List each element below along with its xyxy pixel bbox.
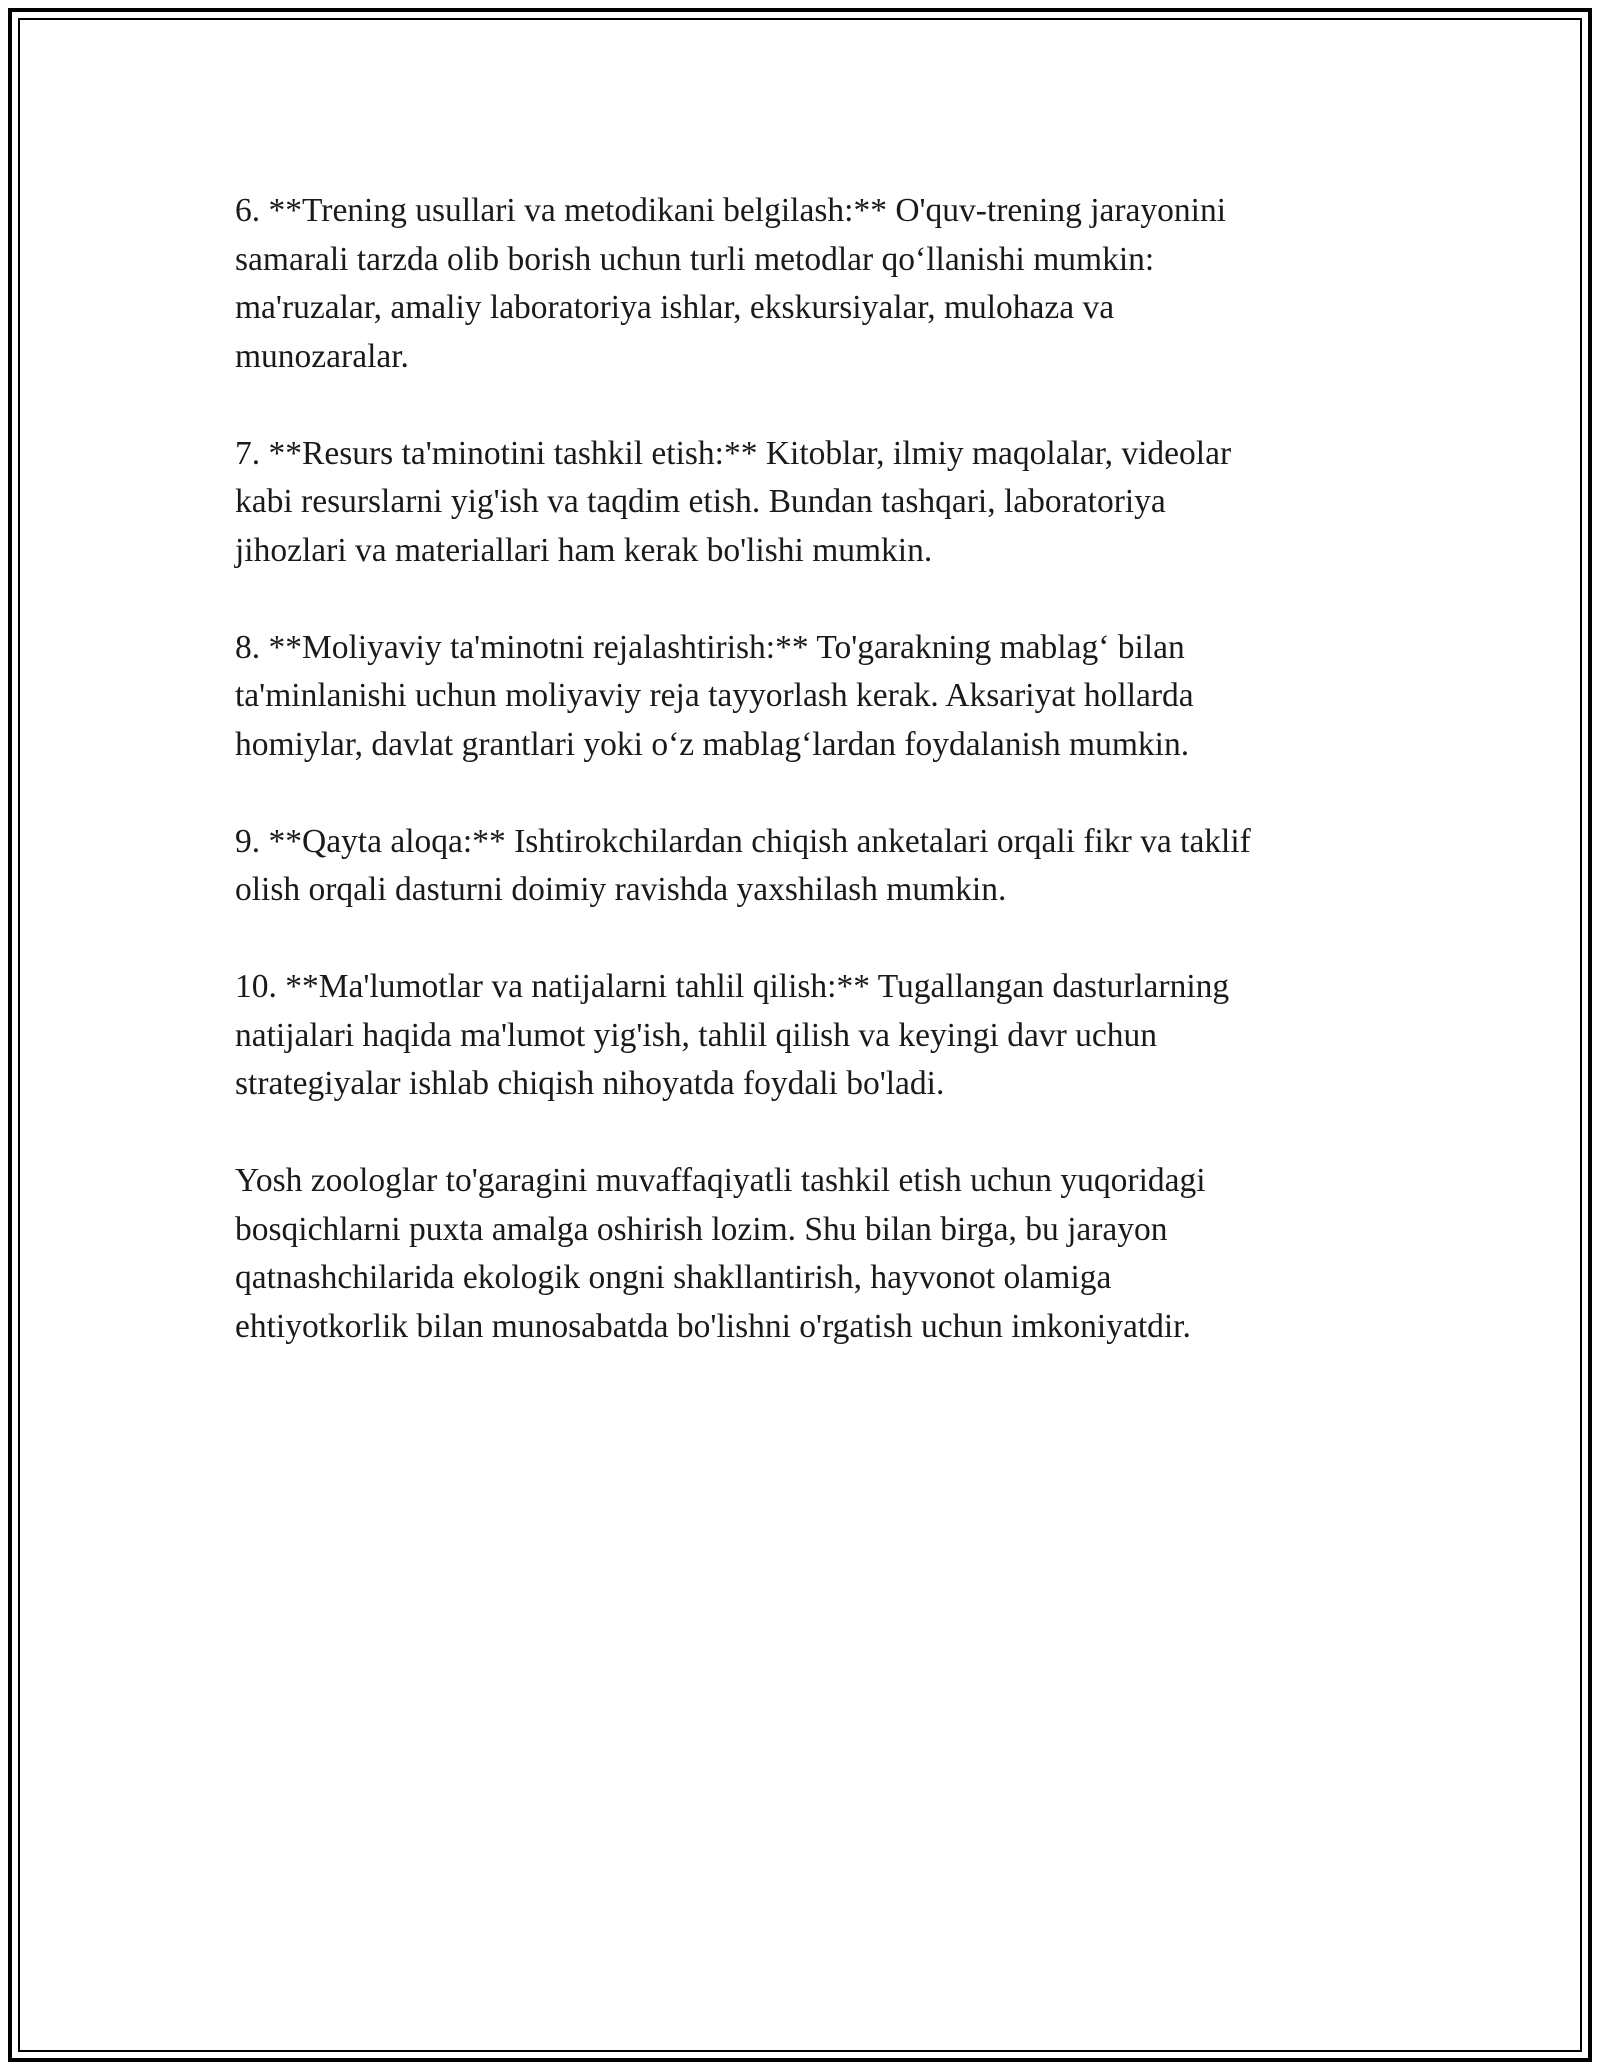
paragraph-item-10: 10. **Ma'lumotlar va natijalarni tahlil qilish:** Tugallangan dasturlarning natijalari haqida ma'lumot yig'ish, tahlil qilish va keyingi davr uchun strategiyalar ishlab chiqish nihoyatda foydali bo'ladi. xyxy=(235,968,1230,1102)
document-body xyxy=(235,187,1360,1351)
paragraph-conclusion: Yosh zoologlar to'garagini muvaffaqiyatli tashkil etish uchun yuqoridagi bosqichlarni puxta amalga oshirish lozim. Shu bilan birga, bu jarayon qatnashchilarida ekologik ongni shakllantirish, hayvonot olamiga ehtiyotkorlik bilan munosabatda bo'lishni o'rgatish uchun imkoniyatdir. xyxy=(235,1162,1206,1345)
paragraph-item-8: 8. **Moliyaviy ta'minotni rejalashtirish:** To'garakning mablag‘ bilan ta'minlanishi uchun moliyaviy reja tayyorlash kerak. Aksariyat hollarda homiylar, davlat grantlari yoki o‘z mablag‘lardan foydalanish mumkin. xyxy=(235,628,1194,763)
paragraph-item-6: 6. **Trening usullari va metodikani belgilash:** O'quv-trening jarayonini samarali tarzda olib borish uchun turli metodlar qo‘llanishi mumkin: ma'ruzalar, amaliy laboratoriya ishlar, ekskursiyalar, mulohaza va munozaralar. xyxy=(235,192,1227,375)
paragraph-item-7: 7. **Resurs ta'minotini tashkil etish:** Kitoblar, ilmiy maqolalar, videolar kabi resurslarni yig'ish va taqdim etish. Bundan tashqari, laboratoriya jihozlari va materiallari ham kerak bo'lishi mumkin. xyxy=(235,434,1232,569)
paragraph-item-9: 9. **Qayta aloqa:** Ishtirokchilardan chiqish anketalari orqali fikr va taklif olish orqali dasturni doimiy ravishda yaxshilash mumkin. xyxy=(235,822,1251,908)
